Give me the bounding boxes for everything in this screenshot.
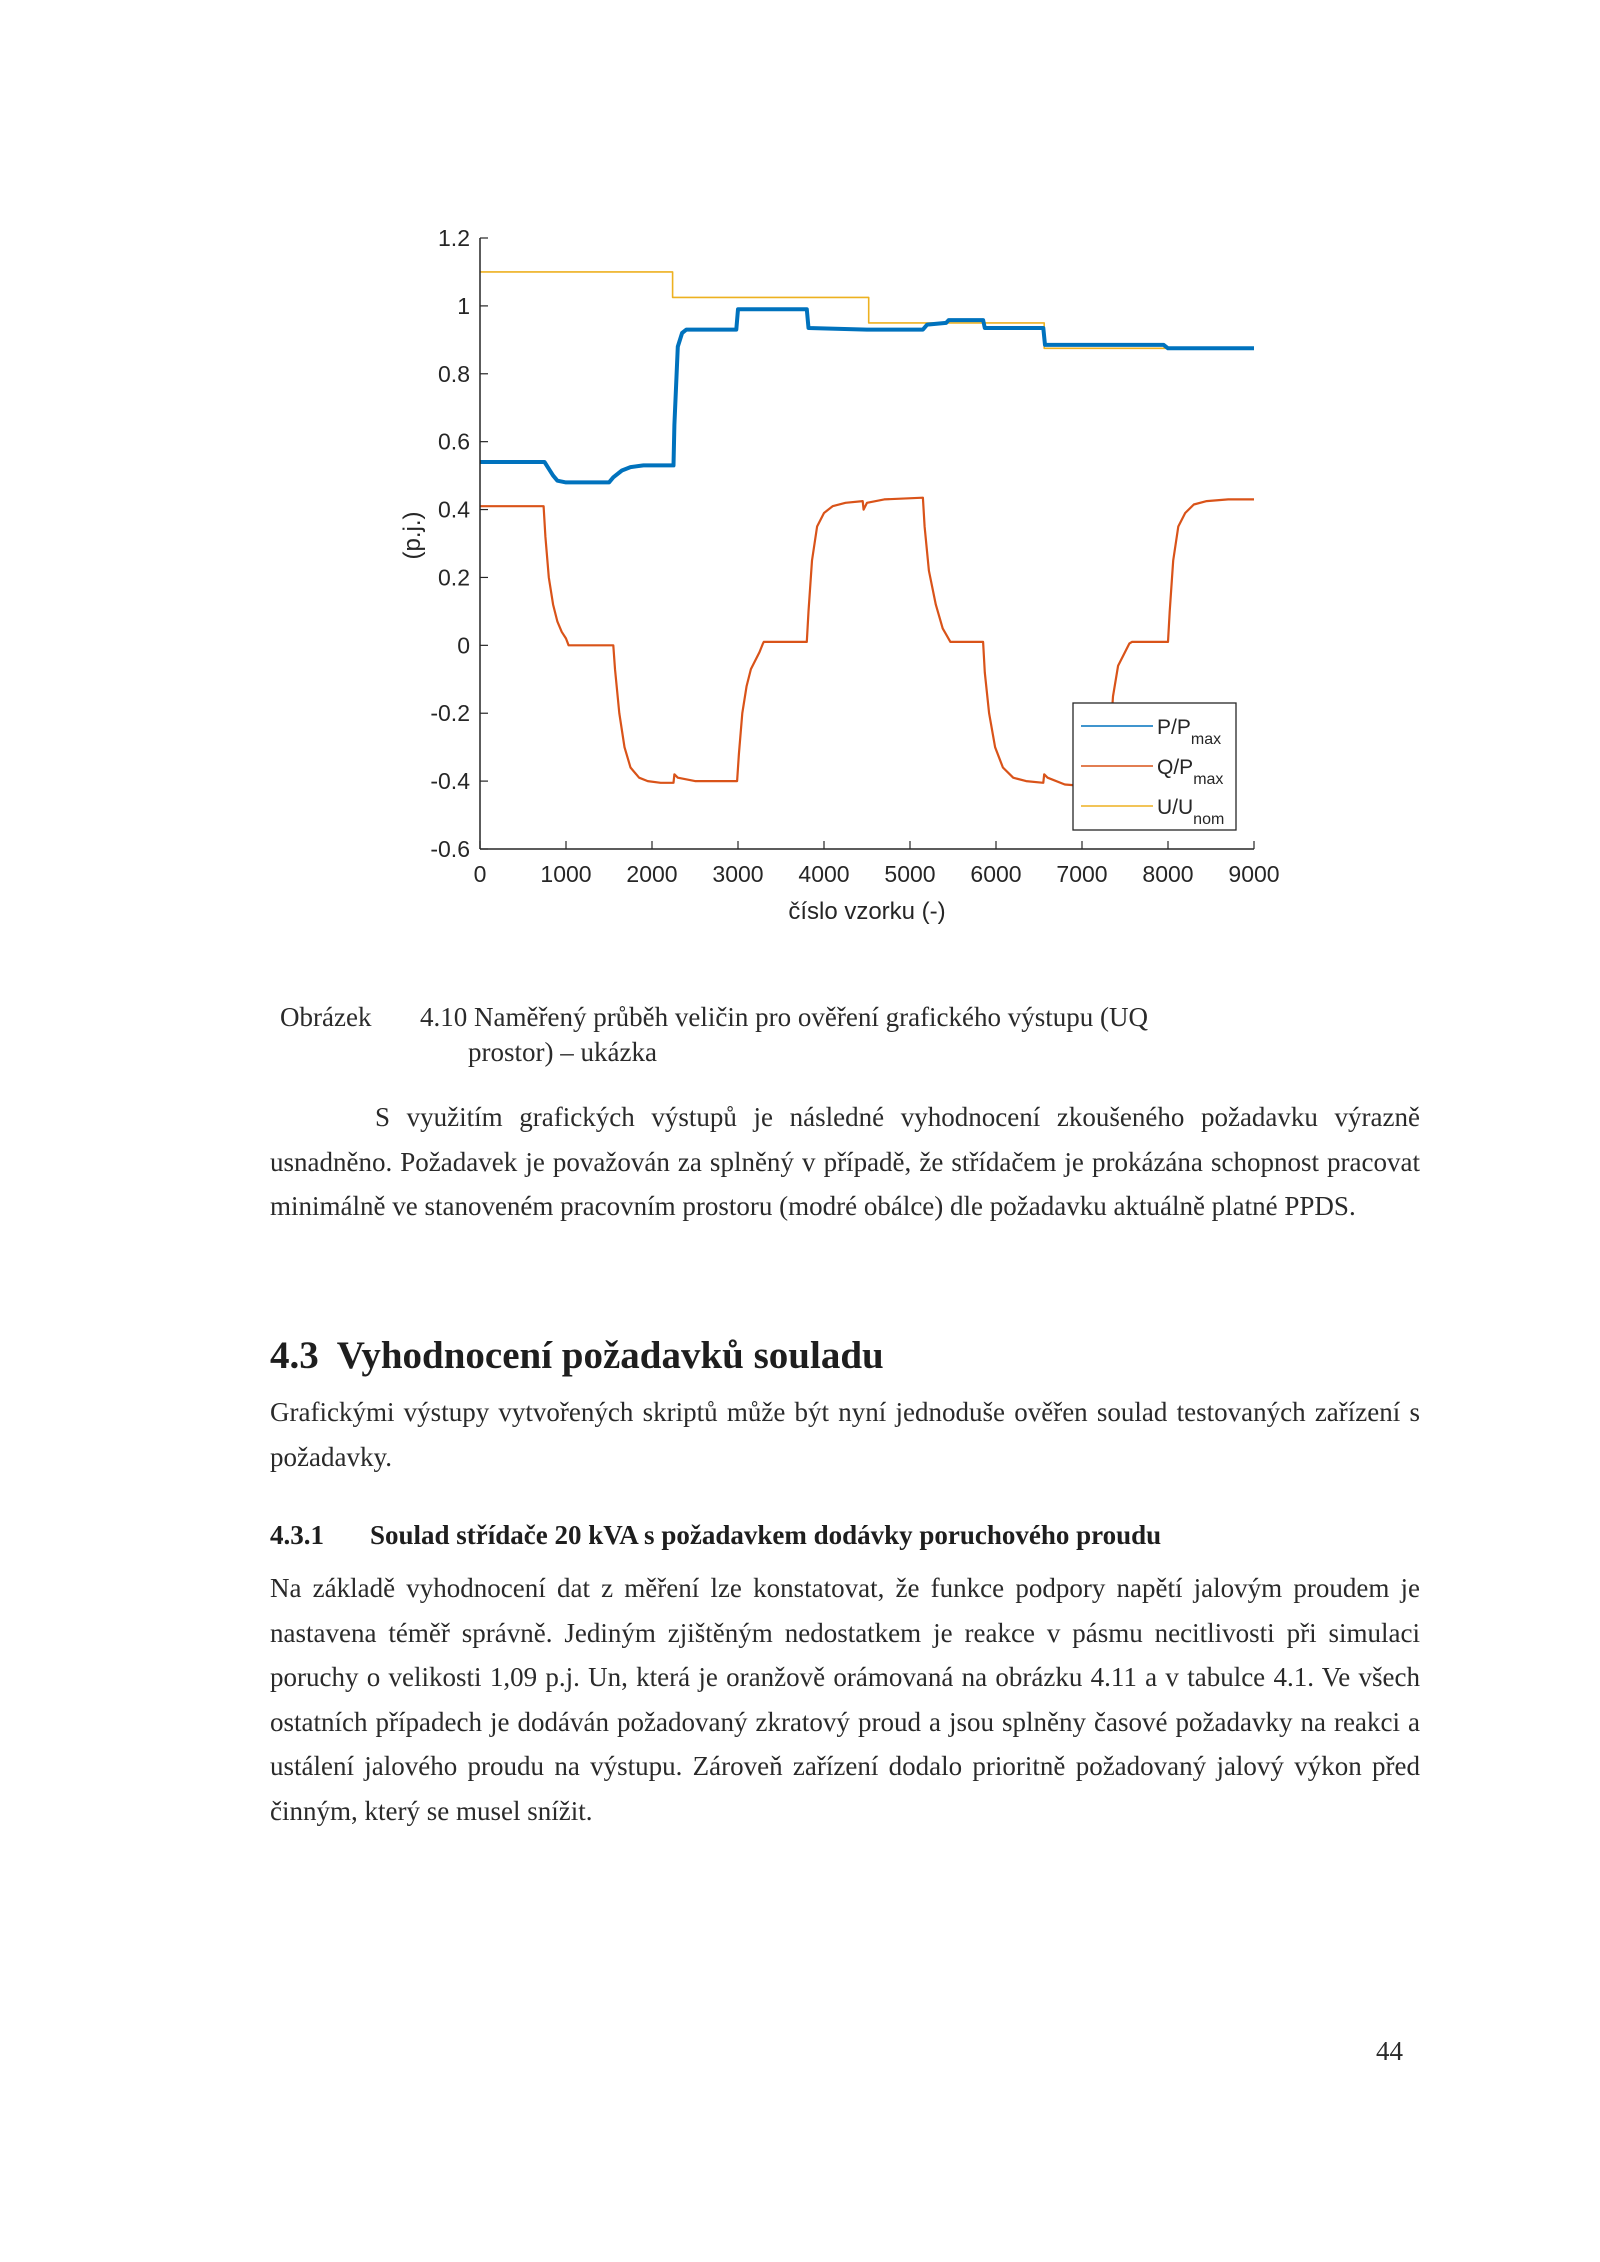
x-tick-label: 4000 bbox=[798, 861, 850, 887]
page-number: 44 bbox=[1376, 2036, 1403, 2066]
y-tick-label: -0.4 bbox=[430, 768, 470, 795]
legend-label-main: U/U bbox=[1157, 796, 1194, 819]
legend-label-sub: max bbox=[1193, 771, 1224, 788]
y-tick-label: 1 bbox=[457, 292, 470, 319]
subsection-title: Soulad střídače 20 kVA s požadavkem dodávky poruchového proudu bbox=[370, 1520, 1162, 1550]
legend bbox=[1073, 703, 1236, 830]
series-line-p-pmax bbox=[480, 309, 1254, 482]
paragraph-conformity: Na základě vyhodnocení dat z měření lze konstatovat, že funkce podpory napětí jalovým proudem je nastavena téměř správně. Jediným zjištěným nedostatkem je reakce v pásmu necitlivosti při simulaci poruchy o velikosti 1,09 p.j. Un, která je oranžově orámovaná na obrázku 4.11 a v tabulce 4.1. Ve všech ostatních případech je dodáván požadovaný zkratový proud a jsou splněny časové požadavky na reakci a ustálení jalového proudu na výstupu. Zároveň zařízení dodalo prioritně požadovaný jalový výkon před činným, který se musel snížit. bbox=[270, 1573, 1420, 1826]
y-tick-label: -0.2 bbox=[430, 700, 470, 727]
paragraph-section-intro: Grafickými výstupy vytvořených skriptů může být nyní jednoduše ověřen soulad testovaných zařízení s požadavky. bbox=[270, 1397, 1420, 1472]
y-tick-label: 1.2 bbox=[438, 225, 470, 251]
section-heading bbox=[270, 1333, 884, 1378]
y-axis-label: (p.j.) bbox=[399, 511, 426, 560]
x-tick-label: 5000 bbox=[884, 861, 936, 887]
section-title: Vyhodnocení požadavků souladu bbox=[336, 1334, 884, 1377]
legend-label-main: Q/P bbox=[1157, 756, 1194, 779]
x-tick-label: 0 bbox=[473, 861, 487, 887]
x-tick-label: 1000 bbox=[540, 861, 592, 887]
section-number: 4.3 bbox=[270, 1334, 319, 1377]
caption-label: Obrázek bbox=[280, 1002, 372, 1032]
subsection-number: 4.3.1 bbox=[270, 1520, 324, 1550]
x-tick-label: 3000 bbox=[712, 861, 764, 887]
legend-label-sub: nom bbox=[1193, 811, 1225, 828]
legend-label-main: P/P bbox=[1157, 716, 1191, 739]
subsection-heading bbox=[270, 1520, 1161, 1551]
caption-number: 4.10 bbox=[420, 1002, 468, 1032]
y-tick-label: 0.8 bbox=[438, 360, 470, 387]
x-tick-label: 2000 bbox=[626, 861, 678, 887]
caption-text-line2: prostor) – ukázka bbox=[468, 1037, 657, 1067]
figure-caption bbox=[280, 1000, 1380, 1070]
y-tick-label: 0 bbox=[457, 632, 470, 659]
y-tick-label: 0.4 bbox=[438, 496, 470, 523]
x-tick-label: 7000 bbox=[1056, 861, 1108, 887]
x-tick-label: 8000 bbox=[1142, 861, 1194, 887]
figure-chart bbox=[0, 0, 1600, 960]
y-tick-label: -0.6 bbox=[430, 836, 470, 862]
x-tick-label: 6000 bbox=[970, 861, 1022, 887]
y-tick-label: 0.2 bbox=[438, 564, 470, 591]
series-line-u-unom bbox=[480, 272, 1254, 348]
x-tick-label: 9000 bbox=[1228, 861, 1280, 887]
caption-text-line1: Naměřený průběh veličin pro ověření grafického výstupu (UQ bbox=[474, 1002, 1149, 1032]
y-tick-label: 0.6 bbox=[438, 428, 470, 455]
legend-label-sub: max bbox=[1190, 731, 1222, 748]
paragraph-graphic-outputs: S využitím grafických výstupů je následné vyhodnocení zkoušeného požadavku výrazně usnadněno. Požadavek je považován za splněný v případě, že střídačem je prokázána schopnost pracovat minimálně ve stanoveném pracovním prostoru (modré obálce) dle požadavku aktuálně platné PPDS. bbox=[270, 1102, 1420, 1222]
x-axis-label: číslo vzorku (-) bbox=[788, 898, 946, 925]
